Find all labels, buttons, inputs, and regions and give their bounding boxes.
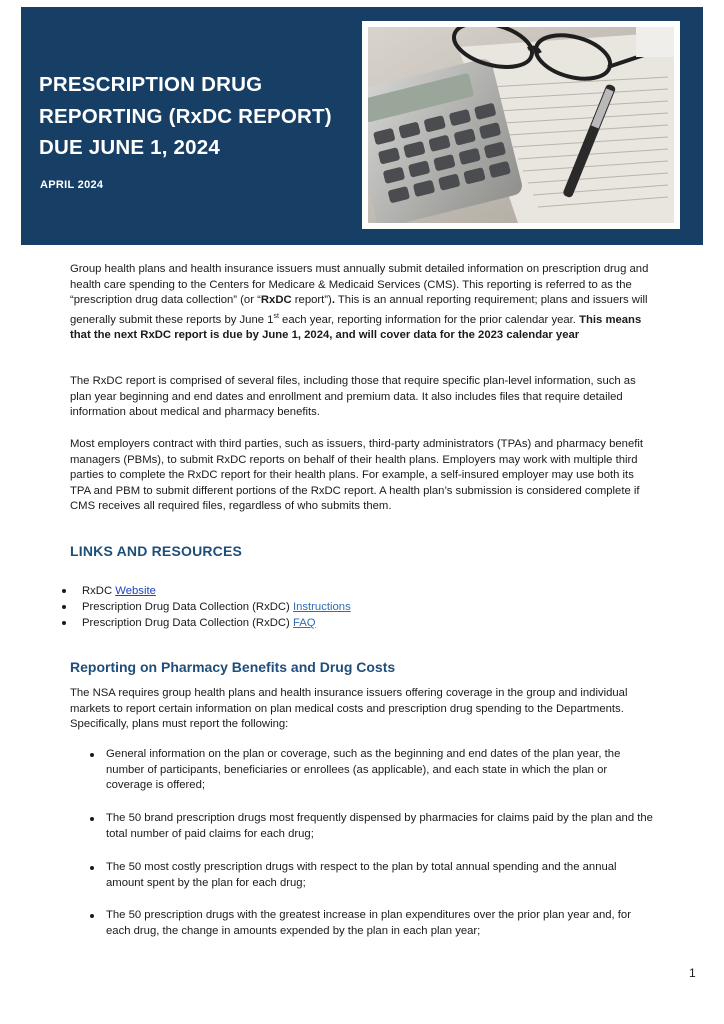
bullet-icon — [90, 817, 94, 821]
pharmacy-intro: The NSA requires group health plans and health insurance issuers offering coverage in the group and individual markets to report certain information on plan medical costs and prescription drug spending to the Departments. Specifically, plans must report the following: — [70, 687, 628, 730]
rxdc-faq-link[interactable]: FAQ — [292, 617, 316, 629]
intro-deadline-bold: This means that the next RxDC report is due by June 1, 2024, and will cover data for the 2023 calendar year — [70, 313, 642, 341]
intro-p1-sup: st — [273, 312, 279, 320]
title-line-3: DUE JUNE 1, 2024 — [39, 136, 220, 159]
requirement-text: The 50 brand prescription drugs most frequently dispensed by pharmacies for claims paid by the plan and the total number of paid claims for each drug; — [106, 812, 653, 840]
bullet-icon — [62, 621, 66, 625]
link-prefix: Prescription Drug Data Collection (RxDC) — [82, 617, 293, 629]
page-number: 1 — [689, 966, 696, 980]
header-banner — [21, 7, 703, 245]
header-photo-frame — [362, 21, 680, 229]
intro-rxdc-bold: RxDC — [260, 294, 292, 306]
title-line-2: REPORTING (RxDC REPORT) — [39, 104, 332, 128]
intro-p1-b: This is an annual reporting requirement; plans and issuers will generally submit these reports by June 1 — [70, 294, 648, 326]
document-title — [39, 69, 359, 164]
document-date: APRIL 2024 — [40, 179, 104, 191]
links-heading: LINKS AND RESOURCES — [70, 543, 243, 559]
pharmacy-heading: Reporting on Pharmacy Benefits and Drug Costs — [70, 659, 396, 675]
bullet-icon — [62, 589, 66, 593]
intro-paragraph-2: The RxDC report is comprised of several files, including those that require specific plan-level information, such as plan year beginning and end dates and enrollment and premium data. It also includes files that require detailed information about medical and pharmacy benefits. — [70, 375, 636, 418]
intro-paragraph-1 — [70, 262, 655, 343]
intro-paragraph-3: Most employers contract with third parties, such as issuers, third-party administrators (TPAs) and pharmacy benefit managers (PBMs), to submit RxDC reports on behalf of their health plans. Employers may work with multiple third parties to complete the RxDC report for their health plans. For example, a self-insured employer may use both its TPA and PBM to submit different portions of the RxDC report. A health plan’s submission is considered complete if CMS receives all required files, regardless of who submits them. — [70, 438, 644, 512]
intro-p1-after: report”) — [291, 294, 332, 306]
requirement-text: General information on the plan or coverage, such as the beginning and end dates of the plan year, the number of participants, beneficiaries or enrollees (as applicable), and each state in which the plan or coverage is offered; — [106, 748, 621, 791]
intro-p1-period: . — [331, 294, 335, 306]
link-prefix: RxDC — [82, 585, 116, 597]
bullet-icon — [90, 914, 94, 918]
link-prefix: Prescription Drug Data Collection (RxDC) — [82, 601, 293, 613]
bullet-icon — [90, 753, 94, 757]
rxdc-website-link[interactable]: Website — [115, 585, 156, 597]
intro-p1-text: Group health plans and health insurance issuers must annually submit detailed information on prescription drug and health care spending to the Centers for Medicare & Medicaid Services (CMS). This reporting is referred to as the “prescription drug data collection” (or “ — [70, 263, 649, 306]
intro-p1-c: each year, reporting information for the prior calendar year. — [278, 313, 580, 326]
requirement-text: The 50 prescription drugs with the greatest increase in plan expenditures over the prior plan year and, for each drug, the change in amounts expended by the plan in each plan year; — [106, 909, 631, 937]
requirement-text: The 50 most costly prescription drugs with respect to the plan by total annual spending and the annual amount spent by the plan for each drug; — [106, 861, 617, 889]
bullet-icon — [62, 605, 66, 609]
header-photo — [368, 27, 674, 223]
bullet-icon — [90, 866, 94, 870]
title-line-1: PRESCRIPTION DRUG — [39, 73, 263, 96]
rxdc-instructions-link[interactable]: Instructions — [292, 601, 351, 613]
calculator-glasses-pen-photo — [368, 27, 674, 223]
